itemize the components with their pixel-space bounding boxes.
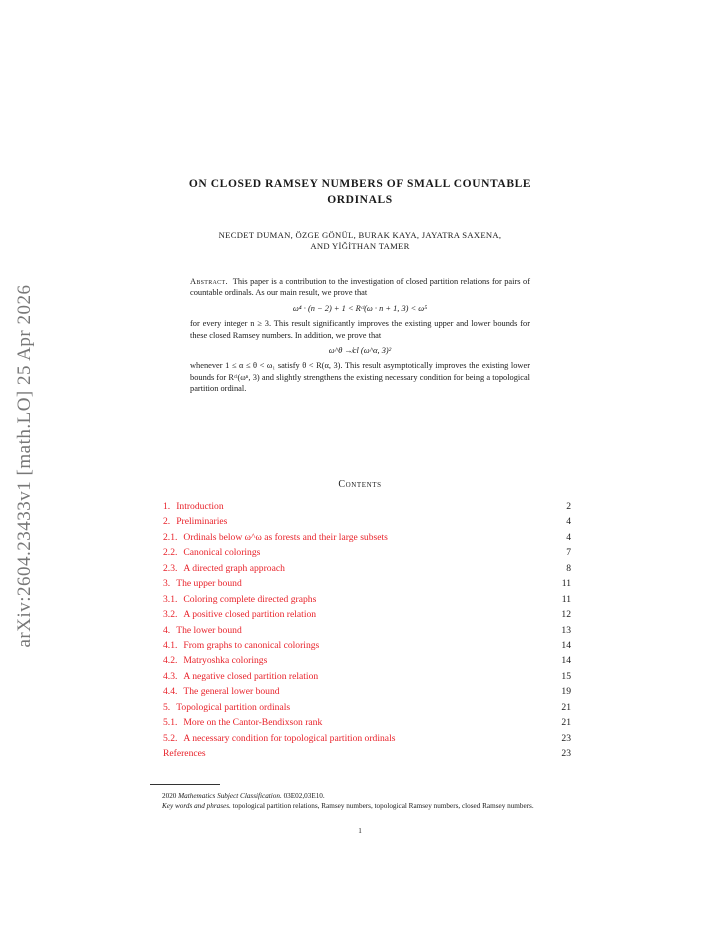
toc-section-number: 3.2. [163,609,178,621]
authors-line-1: NECDET DUMAN, ÖZGE GÖNÜL, BURAK KAYA, JAYATRA SAXENA, [218,230,502,240]
toc-link[interactable] [163,625,242,636]
toc-entry[interactable] [163,731,571,746]
authors-line-2: AND YİĞİTHAN TAMER [310,241,410,251]
toc-section-number: 2.2. [163,547,178,559]
toc-section-title: The lower bound [176,624,242,636]
toc-section-title: Preliminaries [176,516,228,528]
toc-section-title: From graphs to canonical colorings [183,639,320,651]
toc-section-title: A negative closed partition relation [183,670,319,682]
toc-section-number: 2.1. [163,531,178,543]
toc-section-number: 4.3. [163,670,178,682]
toc-link[interactable] [163,516,227,527]
toc-page-number: 14 [561,655,571,667]
toc-link[interactable] [163,594,316,605]
toc-section-number: 2.3. [163,562,178,574]
toc-section-title: More on the Cantor-Bendixson rank [183,717,323,729]
toc-section-number: 1. [163,501,171,512]
msc-year: 2020 [162,792,177,800]
toc-section-title: Coloring complete directed graphs [183,593,317,605]
table-of-contents [163,499,571,761]
toc-section-title: Topological partition ordinals [176,701,291,713]
toc-section-title: Matryoshka colorings [183,655,268,667]
toc-section-number: 5.2. [163,732,178,744]
toc-page-number: 12 [561,609,571,621]
toc-page-number: 13 [561,624,571,636]
title-line-2: ORDINALS [327,194,393,206]
toc-section-title: A directed graph approach [183,562,285,574]
toc-link[interactable] [163,532,388,543]
toc-page-number: 8 [566,562,571,574]
toc-section-title: The upper bound [176,578,242,590]
toc-section-title: A necessary condition for topological partition ordinals [183,732,396,744]
toc-link[interactable] [163,686,280,697]
toc-page-number: 11 [561,593,571,605]
toc-section-number: 2. [163,516,171,528]
toc-entry[interactable] [163,514,571,529]
footnote [150,791,570,811]
toc-section-number: 3. [163,578,171,590]
toc-page-number: 7 [566,547,571,559]
author-list [120,230,600,252]
abstract-paragraph-2: for every integer n ≥ 3. This result significantly improves the existing upper and lower bounds for these closed Ramsey numbers. In addition, we prove that [190,319,530,340]
toc-section-number: 5. [163,701,171,713]
toc-page-number: 4 [566,531,571,543]
toc-link[interactable] [163,671,318,682]
abstract-paragraph-3: whenever 1 ≤ α ≤ θ < ω₁ satisfy θ < R(α, 3). This result asymptotically improves the existing lower bounds for Rᶜˡ(ωⁿ, 3) and slightly strengthens the existing necessary condition for being a topological partition ordinal. [190,361,530,394]
toc-section-title: Introduction [176,501,224,512]
toc-section-number: 4. [163,624,171,636]
toc-entry[interactable] [163,623,571,638]
toc-section-title: Canonical colorings [183,547,261,559]
toc-section-number: 5.1. [163,717,178,729]
keywords-text: topological partition relations, Ramsey numbers, topological Ramsey numbers, closed Ramsey numbers. [232,802,534,810]
toc-entry[interactable] [163,499,571,514]
toc-page-number: 11 [561,578,571,590]
toc-entry[interactable] [163,715,571,730]
toc-entry[interactable] [163,653,571,668]
toc-section-number: 4.4. [163,686,178,698]
arxiv-identifier: arXiv:2604.23433v1 [math.LO] 25 Apr 2026 [14,284,35,648]
toc-link[interactable] [163,501,224,512]
toc-link[interactable] [163,655,267,666]
toc-link[interactable] [163,640,319,651]
toc-section-number: 4.1. [163,639,178,651]
toc-section-number: 4.2. [163,655,178,667]
toc-entry[interactable] [163,669,571,684]
toc-section-title: Ordinals below ω^ω as forests and their large subsets [183,531,388,543]
abstract-label: Abstract. [190,277,228,286]
toc-entry[interactable] [163,746,571,761]
toc-entry[interactable] [163,684,571,699]
toc-section-title: References [163,748,206,759]
abstract-equation-1: ω⁴ · (n − 2) + 1 < Rᶜˡ(ω · n + 1, 3) < ω⁵ [292,303,428,313]
paper-title [100,176,620,208]
toc-page-number: 23 [561,732,571,744]
abstract [190,276,530,395]
toc-link[interactable] [163,563,285,574]
toc-entry[interactable] [163,607,571,622]
toc-entry[interactable] [163,530,571,545]
toc-page-number: 19 [561,686,571,698]
abstract-equation-2: ω^θ ↛cl (ω^α, 3)² [328,346,392,356]
toc-section-title: A positive closed partition relation [183,609,317,621]
toc-page-number: 15 [561,670,571,682]
arxiv-sidebar-stamp [10,246,40,686]
keywords-label: Key words and phrases. [162,802,231,810]
toc-entry[interactable] [163,700,571,715]
toc-section-number: 3.1. [163,593,178,605]
msc-label: Mathematics Subject Classification. [178,792,282,800]
toc-entry[interactable] [163,561,571,576]
footnote-rule [150,784,220,785]
toc-section-title: The general lower bound [183,686,280,698]
abstract-paragraph-1: This paper is a contribution to the investigation of closed partition relations for pairs of countable ordinals. As our main result, we prove that [190,277,530,298]
contents-heading: Contents [338,479,382,490]
toc-entry[interactable] [163,592,571,607]
toc-entry[interactable] [163,576,571,591]
toc-page-number: 21 [561,701,571,713]
toc-link[interactable] [163,547,260,558]
toc-link[interactable] [163,609,316,620]
toc-link[interactable] [163,578,242,589]
toc-page-number: 23 [561,748,571,759]
toc-link[interactable] [163,733,395,744]
title-line-1: ON CLOSED RAMSEY NUMBERS OF SMALL COUNTABLE [188,178,532,190]
msc-codes: 03E02,03E10. [283,792,325,800]
toc-page-number: 4 [566,516,571,528]
toc-link[interactable] [163,702,290,713]
page-number: 1 [358,827,362,835]
toc-page-number: 14 [561,639,571,651]
toc-entry[interactable] [163,638,571,653]
toc-entry[interactable] [163,545,571,560]
toc-page-number: 2 [566,501,571,512]
toc-link[interactable] [163,717,322,728]
toc-page-number: 21 [561,717,571,729]
toc-link[interactable] [163,748,206,759]
